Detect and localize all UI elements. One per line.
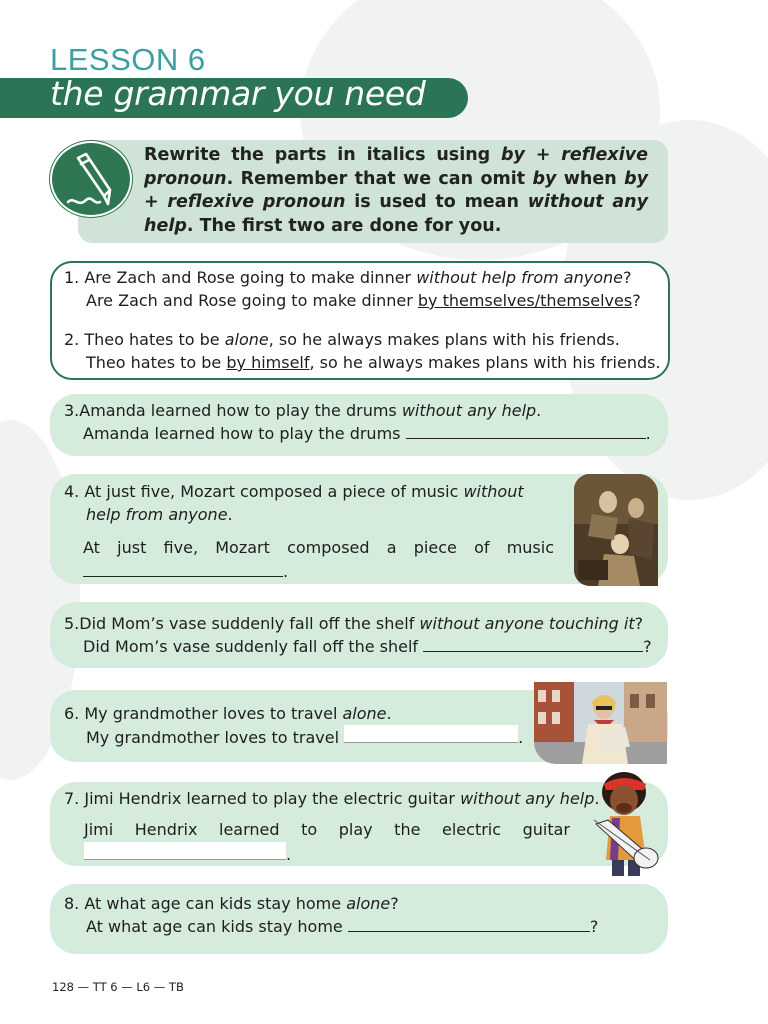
pencil-badge: [50, 141, 132, 217]
exercise-4-question-cont: help from anyone.: [86, 505, 233, 524]
exercise-3-question: 3.Amanda learned how to play the drums without any help.: [64, 401, 542, 420]
exercise-4-answer-blank-line: .: [83, 560, 288, 584]
exercise-3-answer: Amanda learned how to play the drums .: [83, 424, 651, 443]
answer-blank[interactable]: [84, 842, 286, 860]
answer-blank[interactable]: [344, 725, 518, 743]
exercise-4-question: 4. At just five, Mozart composed a piece of music without: [64, 482, 524, 501]
instruction-text: Rewrite the parts in italics using by + reflexive pronoun. Remember that we can omit by when by + reflexive pronoun is used to mean without any help. The first two are done for you.: [144, 145, 648, 236]
answer-blank[interactable]: [83, 563, 283, 577]
exercise-5-question: 5.Did Mom’s vase suddenly fall off the shelf without anyone touching it?: [64, 614, 644, 633]
example-1-question: 1. Are Zach and Rose going to make dinner without help from anyone?: [64, 268, 632, 287]
answer-blank[interactable]: [348, 918, 590, 932]
exercise-7-question: 7. Jimi Hendrix learned to play the electric guitar without any help.: [64, 789, 600, 808]
exercise-6-answer: My grandmother loves to travel .: [86, 725, 523, 750]
lesson-label: LESSON 6: [50, 42, 206, 77]
exercise-7-answer: Jimi Hendrix learned to play the electric guitar: [84, 820, 570, 839]
grandmother-photo: [534, 682, 667, 764]
pencil-icon: [64, 152, 122, 210]
example-2-answer: Theo hates to be by himself, so he always makes plans with his friends.: [86, 353, 661, 372]
exercise-7-answer-blank-line: .: [84, 842, 291, 867]
answer-blank[interactable]: [423, 638, 643, 652]
exercise-4-answer: At just five, Mozart composed a piece of music: [83, 538, 554, 557]
example-1-answer: Are Zach and Rose going to make dinner by themselves/themselves?: [86, 291, 641, 310]
exercise-8-question: 8. At what age can kids stay home alone?: [64, 894, 399, 913]
answer-blank[interactable]: [406, 425, 646, 439]
example-2-question: 2. Theo hates to be alone, so he always makes plans with his friends.: [64, 330, 620, 349]
exercise-8-answer: At what age can kids stay home ?: [86, 917, 599, 936]
mozart-photo: [574, 474, 658, 586]
exercise-6-question: 6. My grandmother loves to travel alone.: [64, 704, 392, 723]
page-footer: 128 — TT 6 — L6 — TB: [52, 980, 184, 994]
jimi-hendrix-illustration: [590, 770, 666, 878]
exercise-5-answer: Did Mom’s vase suddenly fall off the shelf ?: [83, 637, 652, 656]
page-title: the grammar you need: [50, 74, 426, 113]
